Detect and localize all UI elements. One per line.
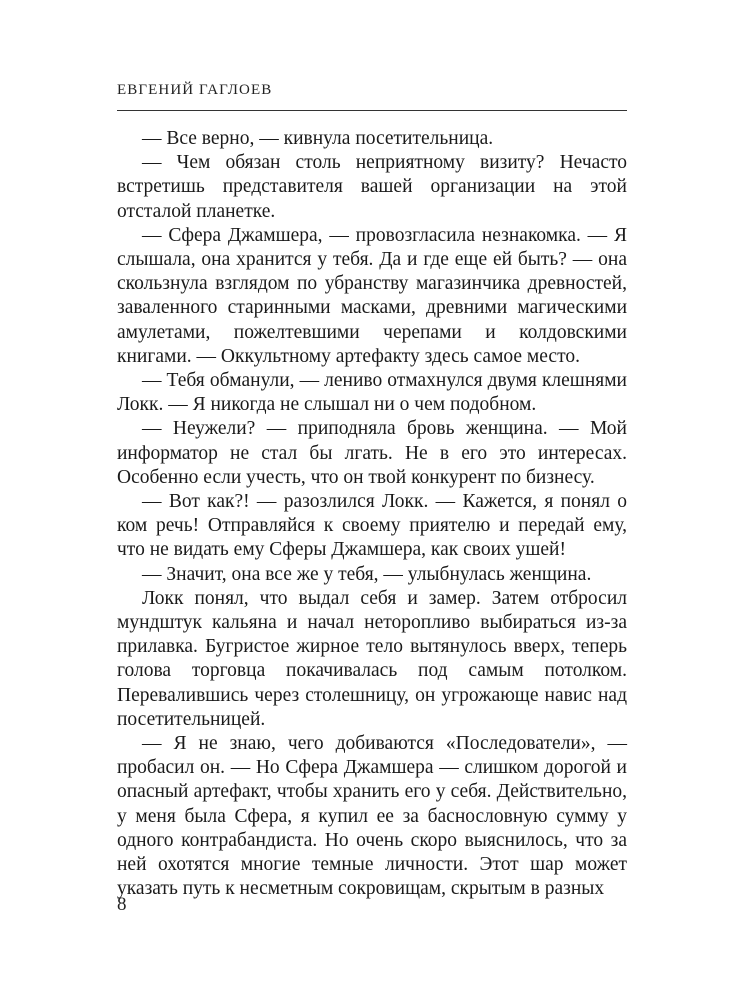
page-number: 8 [117, 894, 127, 915]
header-rule [117, 110, 627, 111]
paragraph: — Вот как?! — разозлился Локк. — Кажется, я понял о ком речь! Отправляйся к своему приятелю и передай ему, что не видать ему Сферы Джамшера, как своих ушей! [117, 491, 627, 561]
running-head-author: ЕВГЕНИЙ ГАГЛОЕВ [117, 82, 273, 98]
paragraph: — Значит, она все же у тебя, — улыбнулась женщина. [142, 563, 592, 585]
paragraph: — Я не знаю, чего добиваются «Последователи», — пробасил он. — Но Сфера Джамшера — слишком дорогой и опасный артефакт, чтобы хранить его у себя. Действительно, у меня была Сфера, я купил ее за баснословную сумму у одного контрабандиста. Но очень скоро выяснилось, что за ней охотятся многие темные личности. Этот шар может указать путь к несметным сокровищам, скрытым в разных [117, 733, 627, 900]
paragraph: — Все верно, — кивнула посетительница. [142, 128, 494, 149]
paragraph: — Неужели? — приподняла бровь женщина. — Мой информатор не стал бы лгать. Не в его это интересах. Особенно если учесть, что он твой конкурент по бизнесу. [117, 418, 627, 488]
paragraph: — Тебя обманули, — лениво отмахнулся двумя клешнями Локк. — Я никогда не слышал ни о чем подобном. [117, 370, 627, 416]
paragraph: Локк понял, что выдал себя и замер. Затем отбросил мундштук кальяна и начал неторопливо выбираться из-за прилавка. Бугристое жирное тело вытянулось вверх, теперь голова торговца покачивалась под самым потолком. Перевалившись через столешницу, он угрожающе навис над посетительницей. [117, 587, 627, 730]
body-text [117, 127, 627, 902]
paragraph: — Чем обязан столь неприятному визиту? Нечасто встретишь представителя вашей организации на этой отсталой планетке. [117, 152, 627, 222]
paragraph: — Сфера Джамшера, — провозгласила незнакомка. — Я слышала, она хранится у тебя. Да и где еще ей быть? — она скользнула взглядом по убранству магазинчика древностей, заваленного старинными масками, древними магическими амулетами, пожелтевшими черепами и колдовскими книгами. — Оккультному артефакту здесь самое место. [117, 224, 627, 367]
